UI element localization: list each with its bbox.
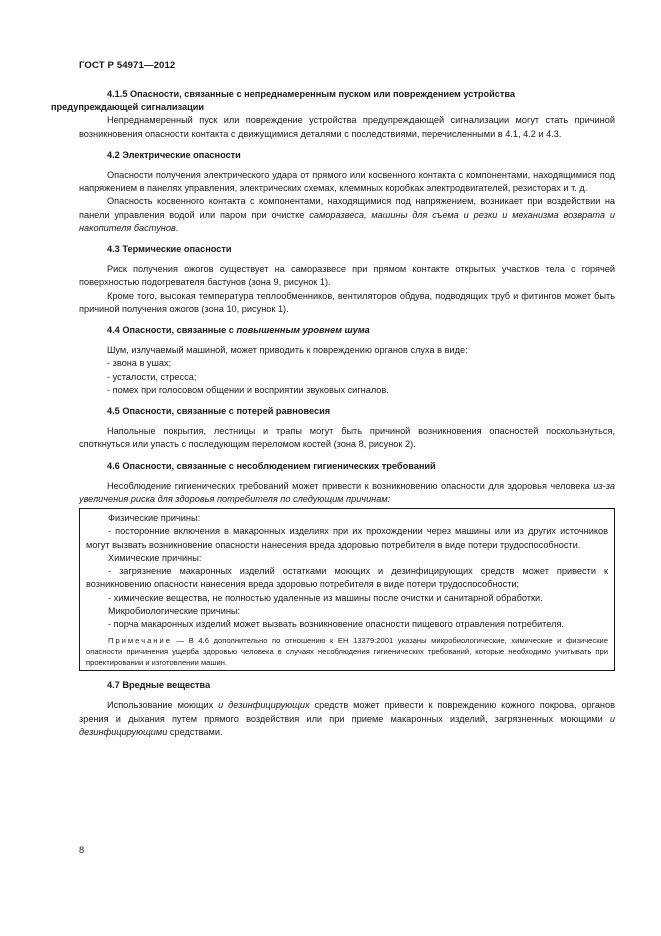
- document-body: [51, 88, 615, 739]
- section-4-2-paragraph-2: [79, 195, 615, 235]
- section-4-2-paragraph-2-end: .: [175, 222, 179, 233]
- section-4-2-heading: 4.2 Электрические опасности: [107, 149, 241, 160]
- section-4-7-italic-b: и дезинфицирующих: [218, 700, 310, 711]
- section-4-3-paragraph-2: Кроме того, высокая температура теплообменников, вентиляторов обдува, подводящих труб и фитингов может быть причиной получения ожогов (зона 10, рисунок 1).: [79, 290, 615, 314]
- page-number: 8: [79, 845, 85, 855]
- list-item: - усталости, стресса;: [107, 371, 197, 382]
- section-4-7-text-c: средств может привести к повреждению кожного покрова, органов зрения и дыхания путем прямого воздействия или при приеме макаронных изделий, загрязненных моющими: [79, 700, 615, 724]
- section-4-1-5-heading: [51, 88, 615, 114]
- section-4-5-paragraph: Напольные покрытия, лестницы и трапы могут быть причиной возникновения опасностей поскользнуться, споткнуться или упасть с последующим переломом костей (зона 8, рисунок 2).: [79, 426, 615, 450]
- section-4-4-heading-italic: повышенным уровнем шума: [236, 325, 370, 336]
- section-4-1-5-heading-line1: 4.1.5 Опасности, связанные с непреднамеренным пуском или повреждением устройства: [107, 89, 516, 99]
- section-4-6-paragraph-italic: из-за увеличения риска для здоровья потребителя по следующим причинам:: [79, 480, 615, 505]
- chemical-causes-item-1: - загрязнение макаронных изделий остатками моющих и дезинфицирующих средств может привести к возникновению опасности нанесения вреда здоровью потребителя в виде потери трудоспособности;: [86, 566, 608, 590]
- section-4-1-5-heading-line2: предупреждающей сигнализации: [51, 102, 205, 113]
- section-4-2-paragraph-1: Опасности получения электрического удара от прямого или косвенного контакта с компонентами, находящимися под напряжением в панелях управления, электрических схемах, клеммных коробках электродвигателей, резисторах и т. д.: [79, 170, 615, 194]
- section-4-6-heading: 4.6 Опасности, связанные с несоблюдением гигиенических требований: [107, 460, 436, 471]
- section-4-2-paragraph-2-text: Опасность косвенного контакта с компонентами, находящимися под напряжением, возникает при воздействии на панели управления водой или паром при очистке: [79, 196, 615, 220]
- section-4-3-paragraph-1: Риск получения ожогов существует на саморазвесе при прямом контакте открытых участков тела с горячей поверхностью подогревателя бастунов (зона 9, рисунок 1).: [79, 264, 615, 288]
- section-4-3-heading: 4.3 Термические опасности: [107, 244, 232, 255]
- section-4-4-heading-text: 4.4 Опасности, связанные с: [107, 325, 237, 336]
- section-4-5-heading: 4.5 Опасности, связанные с потерей равновесия: [107, 406, 331, 417]
- chemical-causes-title: Химические причины:: [108, 552, 202, 563]
- section-4-6-paragraph: [79, 480, 615, 506]
- note-text: — В 4.6 дополнительно по отношению к ЕН 13379:2001 указаны микробиологические, химические и физические опасности причинения ущерба здоровью человека в случаях несоблюдения гигиенических требований, которые необходимо учитывать при проектировании и изготовлении машин.: [86, 636, 608, 668]
- section-4-7-text-e: средствами.: [167, 726, 223, 737]
- physical-causes-title: Физические причины:: [108, 513, 201, 524]
- section-4-7-text-a: Использование моющих: [107, 700, 219, 711]
- microbiological-causes-title: Микробиологические причины:: [108, 605, 241, 616]
- note: [86, 635, 608, 668]
- section-4-7-paragraph: [79, 699, 615, 739]
- list-item: - помех при голосовом общении и восприятии звуковых сигналов.: [107, 384, 389, 395]
- chemical-causes-item-2: - химические вещества, не полностью удаленные из машины после очистки и санитарной обработки.: [108, 592, 543, 603]
- list-item: - звона в ушах;: [107, 358, 172, 369]
- section-4-6-paragraph-text: Несоблюдение гигиенических требований может привести к возникновению опасности для здоровья человека: [107, 480, 594, 491]
- hygiene-causes-box: [79, 508, 615, 671]
- section-4-4-heading: [79, 324, 615, 337]
- microbiological-causes-item: - порча макаронных изделий может вызвать возникновение опасности пищевого отравления потребителя.: [108, 618, 564, 629]
- section-4-2-paragraph-2-italic: саморазвеса, машины для съема и резки и механизма возврата и накопителя бастунов: [79, 209, 615, 233]
- note-label: Примечание: [108, 636, 172, 646]
- physical-causes-item: - посторонние включения в макаронных изделиях при их прохождении через машины или из других источников могут вызвать возникновение опасности нанесения вреда здоровью потребителя в виде потери трудоспособности.: [86, 526, 608, 550]
- section-4-7-italic-d: и дезинфицирующими: [79, 713, 615, 737]
- section-4-4-intro: Шум, излучаемый машиной, может приводить к повреждению органов слуха в виде:: [107, 345, 468, 356]
- section-4-1-5-paragraph: Непреднамеренный пуск или повреждение устройства предупреждающей сигнализации могут стать причиной возникновения опасности контакта с движущимися деталями с последствиями, перечисленными в 4.1, 4.2 и 4.3.: [79, 115, 615, 139]
- document-header: ГОСТ Р 54971—2012: [79, 60, 176, 71]
- section-4-7-heading: 4.7 Вредные вещества: [107, 680, 211, 691]
